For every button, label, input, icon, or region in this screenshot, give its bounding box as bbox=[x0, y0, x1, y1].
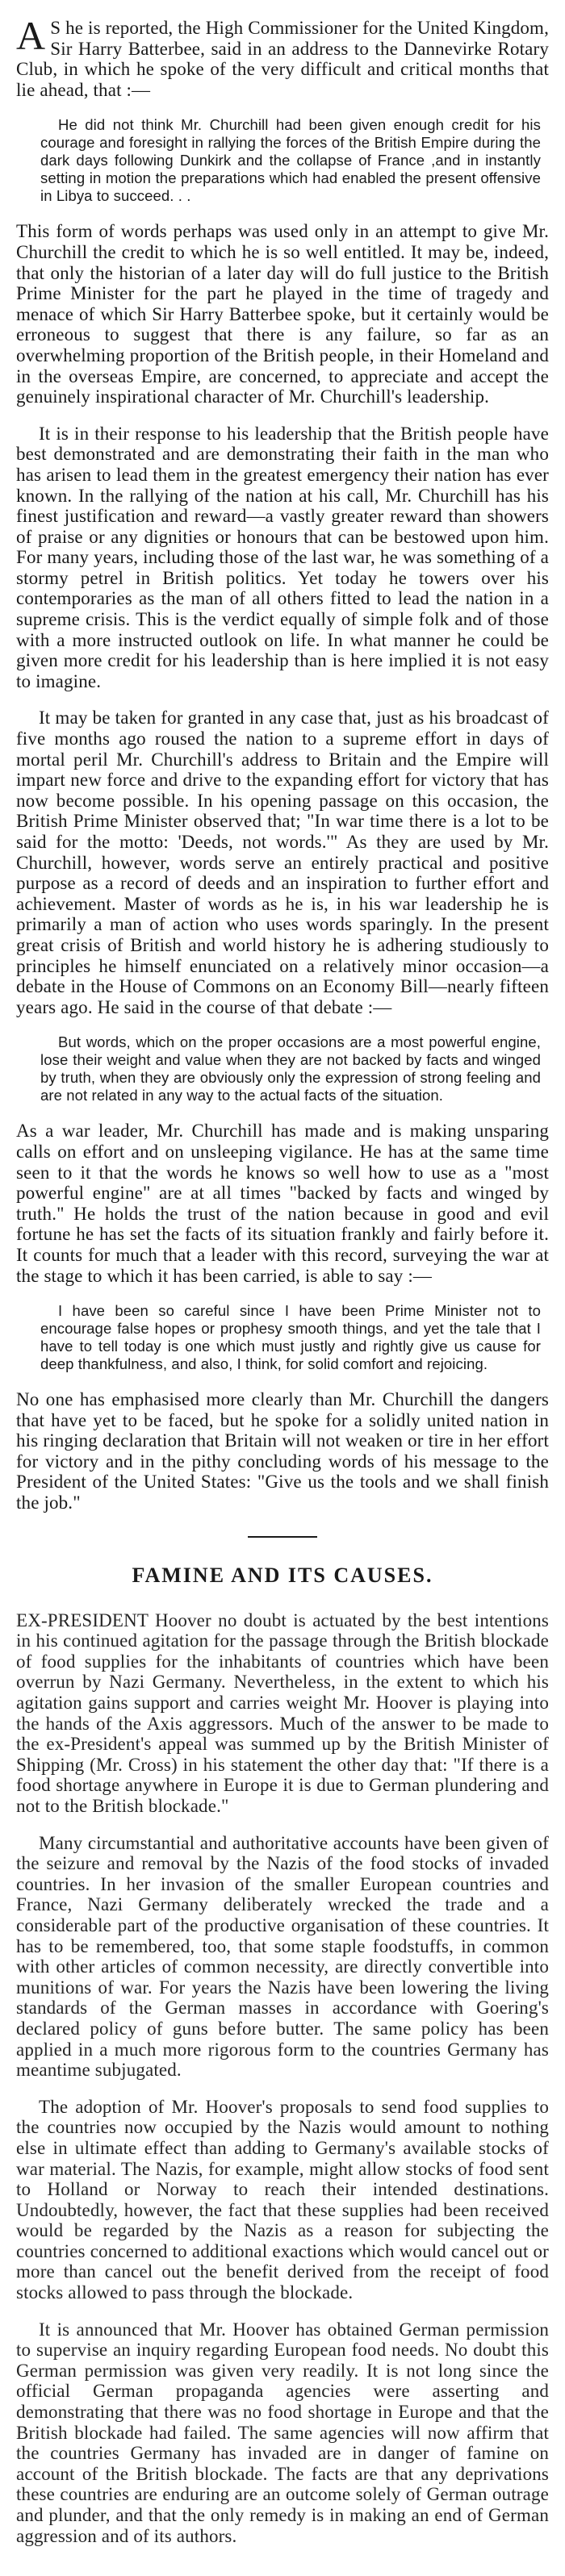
quoted-statement bbox=[16, 116, 549, 205]
article-paragraph: It is in their response to his leadership that the British people have best demonstrated and are demonstrating their faith in the man who has arisen to lead them in the greatest emergency their nation has ever known. In the rallying of the nation at his call, Mr. Churchill has his finest justification and reward—a vastly greater reward than showers of praise or any dignities or honours that can be bestowed upon him. For many years, including those of the last war, he was something of a stormy petrel in British politics. Yet today he towers over his contemporaries as the man of all others fitted to lead the nation in a supreme crisis. This is the verdict equally of simple folk and of those with a more instructed outlook on life. In what manner he could be given more credit for his leadership than is here implied it is not easy to imagine. bbox=[16, 423, 549, 691]
article-famine-causes bbox=[16, 1610, 549, 2547]
article-paragraph bbox=[16, 13, 549, 100]
drop-cap: A bbox=[16, 13, 46, 58]
article-heading: FAMINE AND ITS CAUSES. bbox=[132, 1563, 433, 1587]
article-paragraph: It may be taken for granted in any case that, just as his broadcast of five months ago roused the nation to a supreme effort in days of mortal peril Mr. Churchill's address to Britain and the Empire will impart new force and drive to the expanding effort for victory that has now become possible. In his opening passage on this occasion, the British Prime Minister observed that; "In war time there is a lot to be said for the motto: 'Deeds, not words.'" As they are used by Mr. Churchill, however, words serve an entirely practical and positive purpose as a record of deeds and an inspiration to further effort and achievement. Master of words as he is, in his war leadership he is primarily a man of action who uses words sparingly. In the present great crisis of British and world history he is adhering studiously to principles he himself enunciated on a relatively minor occasion—a debate in the House of Commons on an Economy Bill—nearly fifteen years ago. He said in the course of that debate :— bbox=[16, 708, 549, 1017]
article-paragraph: EX-PRESIDENT Hoover no doubt is actuated by the best intentions in his continued agitation for the passage through the British blockade of food supplies for the inhabitants of countries which have been overrun by Nazi Germany. Nevertheless, in the extent to which his agitation gains support and carries weight Mr. Hoover is playing into the hands of the Axis aggressors. Much of the answer to be made to the ex-President's appeal was summed up by the British Minister of Shipping (Mr. Cross) in his statement the other day that: "If there is a food shortage anywhere in Europe it is due to German plundering and not to the British blockade." bbox=[16, 1609, 549, 1816]
article-paragraph: Many circumstantial and authoritative accounts have been given of the seizure and removal by the Nazis of the food stocks of invaded countries. In her invasion of the smaller European countries and France, Nazi Germany deliberately wrecked the trade and a considerable part of the productive organisation of these countries. It has to be remembered, too, that some staple foodstuffs, in common with other articles of common necessity, are directly convertible into munitions of war. For years the Nazis have been lowering the living standards of the German masses in accordance with Goering's declared policy of guns before butter. The same policy has been applied in a much more rigorous form to the countries Germany has meantime subjugated. bbox=[16, 1832, 549, 2081]
quote-text: But words, which on the proper occasions are a most powerful engine, lose their weight and value when they are not backed by facts and winged by truth, when they are obviously only the expression of strong feeling and are not related in any way to the actual facts of the situation. bbox=[40, 1033, 541, 1104]
quote-text: He did not think Mr. Churchill had been given enough credit for his courage and foresight in rallying the forces of the British Empire during the dark days following Dunkirk and the collapse of France ,and in instantly setting in motion the preparations which had enabled the present offensive in Libya to succeed. . . bbox=[40, 116, 541, 205]
quoted-statement bbox=[16, 1033, 549, 1104]
article-paragraph: This form of words perhaps was used only in an attempt to give Mr. Churchill the credit to which he is so well entitled. It may be, indeed, that only the historian of a later day will do full justice to the British Prime Minister for the part he played in the time of tragedy and menace of which Sir Harry Batterbee spoke, but it certainly would be erroneous to suggest that there is any failure, so far as an overwhelming proportion of the British people, in their Homeland and in the overseas Empire, are concerned, to appreciate and accept the genuinely inspirational character of Mr. Churchill's leadership. bbox=[16, 221, 549, 407]
quote-text: I have been so careful since I have been Prime Minister not to encourage false hopes or prophesy smooth things, and yet the tale that I have to tell today is one which must justly and rightly give us cause for deep thankfulness, and also, I think, for solid comfort and rejoicing. bbox=[40, 1302, 541, 1373]
paragraph-text: S he is reported, the High Commissioner for the United Kingdom, Sir Harry Batterbee, said in an address to the Dannevirke Rotary Club, in which he spoke of the very difficult and critical months that lie ahead, that :— bbox=[16, 18, 549, 100]
article-paragraph: As a war leader, Mr. Churchill has made and is making unsparing calls on effort and on unsleeping vigilance. He has at the same time seen to it that the words he knows so well how to use as a "most powerful engine" are at all times "backed by facts and winged by truth." He holds the trust of the nation because in good and evil fortune he has set the facts of its situation frankly and fairly before it. It counts for much that a leader with this record, surveying the war at the stage to which it has been carried, is able to say :— bbox=[16, 1121, 549, 1286]
section-divider bbox=[248, 1536, 317, 1538]
article-paragraph: No one has emphasised more clearly than Mr. Churchill the dangers that have yet to be faced, but he spoke for a solidly united nation in his ringing declaration that Britain will not weaken or tire in her effort for victory and in the pithy concluding words of his message to the President of the United States: "Give us the tools and we shall finish the job." bbox=[16, 1389, 549, 1513]
article-paragraph: The adoption of Mr. Hoover's proposals to send food supplies to the countries now occupied by the Nazis would amount to nothing else in ultimate effect than adding to Germany's available stocks of war material. The Nazis, for example, might allow stocks of food sent to Holland or Norway to reach their intended destinations. Undoubtedly, however, the fact that these supplies had been received would be regarded by the Nazis as a reason for subjecting the countries concerned to additional exactions which would cancel out or more than cancel out the benefit derived from the receipt of food stocks allowed to pass through the blockade. bbox=[16, 2096, 549, 2303]
article-paragraph: It is announced that Mr. Hoover has obtained German permission to supervise an inquiry regarding European food needs. No doubt this German permission was given very readily. It is not long since the official German propaganda agencies were asserting and demonstrating that there was no food shortage in Europe and that the British blockade had failed. The same agencies will now affirm that the countries Germany has invaded are in danger of famine on account of the British blockade. The facts are that any deprivations these countries are enduring are an outcome solely of German outrage and plunder, and that the only remedy is in making an end of German aggression and of its authors. bbox=[16, 2319, 549, 2546]
article-churchill-leadership bbox=[16, 13, 549, 1513]
quoted-statement bbox=[16, 1302, 549, 1373]
